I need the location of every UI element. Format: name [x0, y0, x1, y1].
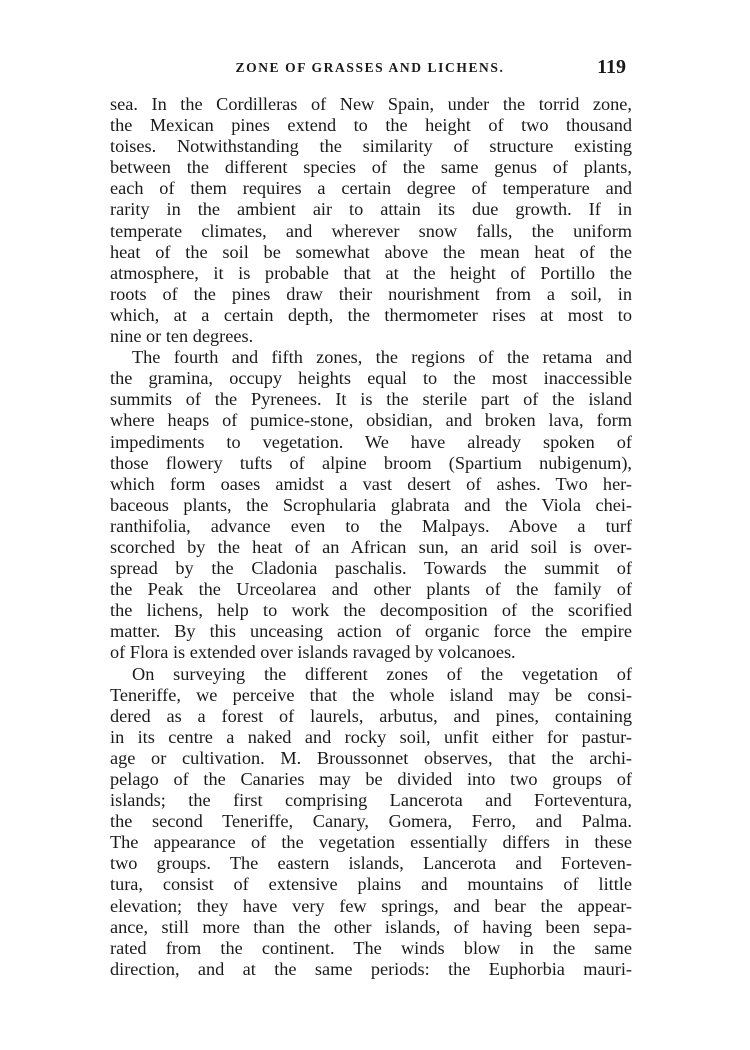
- text-line: those flowery tufts of alpine broom (Spartium nubigenum),: [110, 452, 632, 473]
- text-line: where heaps of pumice-stone, obsidian, and broken lava, form: [110, 410, 632, 431]
- text-line: Teneriffe, we perceive that the whole island may be consi-: [110, 684, 632, 705]
- text-line: ranthifolia, advance even to the Malpays. Above a turf: [110, 515, 632, 536]
- text-line: summits of the Pyrenees. It is the sterile part of the island: [110, 389, 632, 410]
- text-line: rated from the continent. The winds blow in the same: [110, 937, 632, 958]
- text-line: the gramina, occupy heights equal to the most inaccessible: [110, 368, 632, 389]
- page-number: 119: [597, 56, 626, 78]
- text-line: impediments to vegetation. We have already spoken of: [110, 431, 632, 452]
- text-line: in its centre a naked and rocky soil, unfit either for pastur-: [110, 726, 632, 747]
- text-line: temperate climates, and wherever snow falls, the uniform: [110, 220, 632, 241]
- text-line: the second Teneriffe, Canary, Gomera, Ferro, and Palma.: [110, 811, 632, 832]
- text-line: roots of the pines draw their nourishment from a soil, in: [110, 283, 632, 304]
- text-line: two groups. The eastern islands, Lancerota and Forteven-: [110, 853, 632, 874]
- text-line: baceous plants, the Scrophularia glabrata and the Viola chei-: [110, 494, 632, 515]
- text-line: which, at a certain depth, the thermometer rises at most to: [110, 304, 632, 325]
- running-head: [108, 56, 632, 82]
- text-line: atmosphere, it is probable that at the height of Portillo the: [110, 262, 632, 283]
- text-line: rarity in the ambient air to attain its due growth. If in: [110, 199, 632, 220]
- text-line: the lichens, help to work the decomposition of the scorified: [110, 600, 632, 621]
- text-line: heat of the soil be somewhat above the mean heat of the: [110, 241, 632, 262]
- body-text: [110, 94, 632, 980]
- text-line: direction, and at the same periods: the Euphorbia mauri-: [110, 958, 632, 979]
- text-line: age or cultivation. M. Broussonnet observes, that the archi-: [110, 747, 632, 768]
- text-line: matter. By this unceasing action of organic force the empire: [110, 621, 632, 642]
- text-line: the Mexican pines extend to the height of two thousand: [110, 115, 632, 136]
- text-line: sea. In the Cordilleras of New Spain, under the torrid zone,: [110, 94, 632, 114]
- text-line: islands; the first comprising Lancerota and Forteventura,: [110, 790, 632, 811]
- text-line: ance, still more than the other islands, of having been sepa-: [110, 916, 632, 937]
- text-line: elevation; they have very few springs, and bear the appear-: [110, 895, 632, 916]
- text-line: dered as a forest of laurels, arbutus, and pines, containing: [110, 705, 632, 726]
- text-line: between the different species of the same genus of plants,: [110, 157, 632, 178]
- text-line: The appearance of the vegetation essentially differs in these: [110, 832, 632, 853]
- text-line: On surveying the different zones of the vegetation of: [132, 663, 632, 684]
- text-line: toises. Notwithstanding the similarity of structure existing: [110, 136, 632, 157]
- text-line: nine or ten degrees.: [110, 326, 254, 347]
- text-line: of Flora is extended over islands ravaged by volcanoes.: [110, 642, 516, 663]
- text-line: scorched by the heat of an African sun, an arid soil is over-: [110, 536, 632, 557]
- running-title: ZONE OF GRASSES AND LICHENS.: [235, 60, 505, 75]
- text-line: spread by the Cladonia paschalis. Towards the summit of: [110, 558, 632, 579]
- text-line: pelago of the Canaries may be divided into two groups of: [110, 769, 632, 789]
- text-line: The fourth and fifth zones, the regions of the retama and: [132, 347, 632, 368]
- text-line: each of them requires a certain degree of temperature and: [110, 178, 632, 199]
- text-line: tura, consist of extensive plains and mountains of little: [110, 874, 632, 895]
- text-line: the Peak the Urceolarea and other plants of the family of: [110, 579, 632, 600]
- text-line: which form oases amidst a vast desert of ashes. Two her-: [110, 473, 632, 494]
